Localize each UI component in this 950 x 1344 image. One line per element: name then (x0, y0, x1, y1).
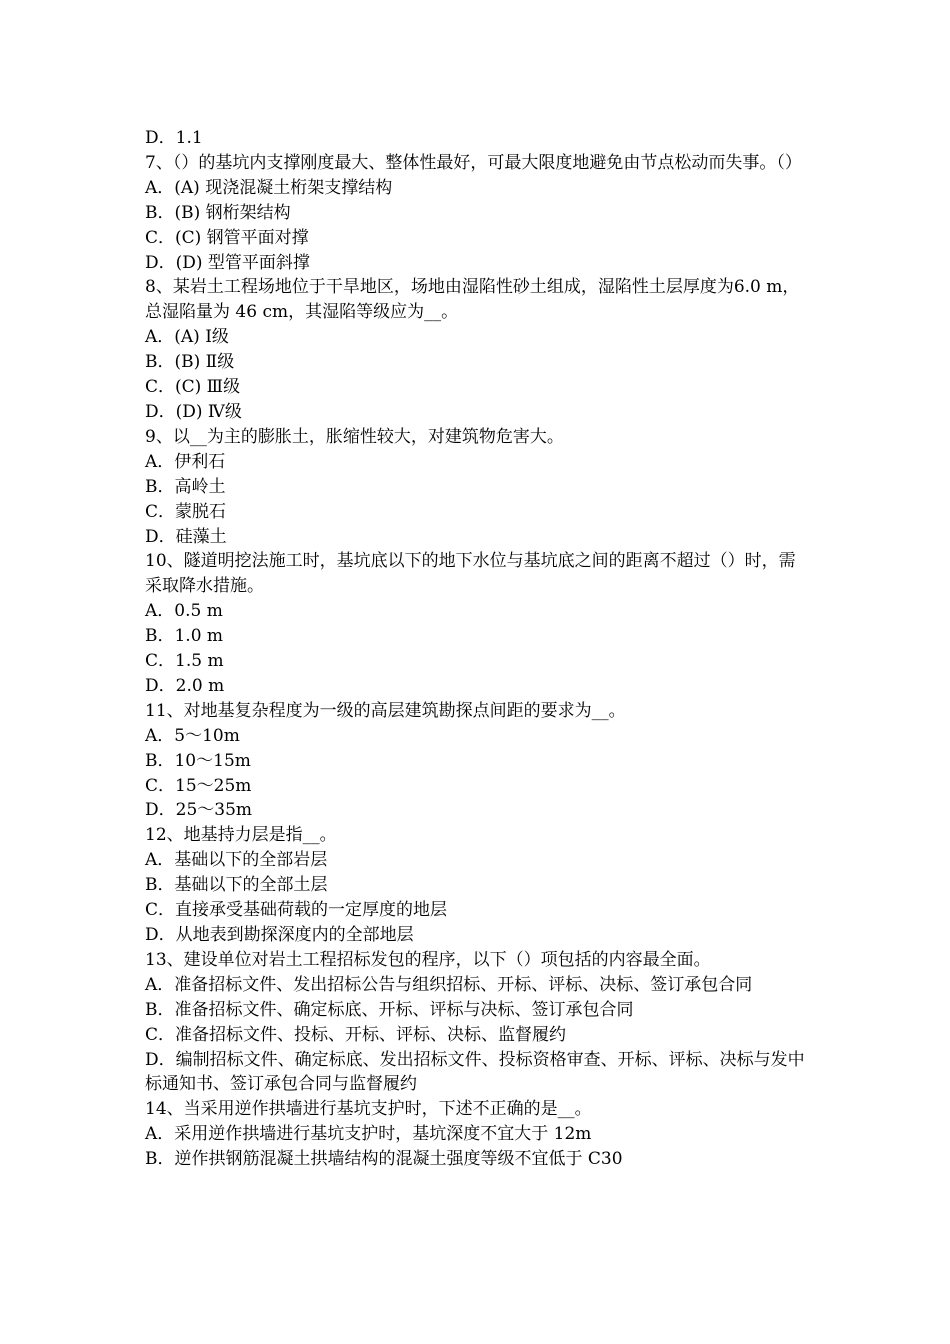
option-line: A．基础以下的全部岩层 (145, 850, 328, 871)
option-line: B．(B) 钢桁架结构 (145, 202, 291, 223)
question-line: 8、某岩土工程场地位于干旱地区，场地由湿陷性砂土组成，湿陷性土层厚度为6.0 m，总湿陷量为 46 cm，其湿陷等级应为__。 (145, 277, 800, 323)
question-line: 12、地基持力层是指__。 (145, 825, 337, 846)
option-line: A．采用逆作拱墙进行基坑支护时，基坑深度不宜大于 12m (145, 1124, 592, 1145)
question-line: 7、（）的基坑内支撑刚度最大、整体性最好，可最大限度地避免由节点松动而失事。（） (145, 152, 802, 173)
option-line: B．10～15m (145, 750, 251, 771)
option-line: A．0.5 m (145, 601, 223, 622)
option-line: A．(A) Ⅰ级 (145, 327, 229, 348)
question-line: 10、隧道明挖法施工时，基坑底以下的地下水位与基坑底之间的距离不超过（）时，需采取降水措施。 (145, 551, 796, 597)
option-line: D．从地表到勘探深度内的全部地层 (145, 925, 414, 945)
option-line: A．伊利石 (145, 451, 226, 472)
option-line: C．直接承受基础荷载的一定厚度的地层 (145, 900, 448, 921)
option-line: B．逆作拱钢筋混凝土拱墙结构的混凝土强度等级不宜低于 C30 (145, 1149, 623, 1170)
option-line: C．15～25m (145, 775, 252, 796)
option-line: D．1.1 (145, 128, 203, 148)
option-line: D．(D) Ⅳ级 (145, 401, 242, 422)
option-line: A．5～10m (145, 725, 240, 746)
option-line: B．准备招标文件、确定标底、开标、评标与决标、签订承包合同 (145, 999, 634, 1020)
option-line: C．蒙脱石 (145, 501, 227, 522)
question-line: 11、对地基复杂程度为一级的高层建筑勘探点间距的要求为__。 (145, 700, 626, 721)
document-body (145, 126, 810, 1172)
question-line: 13、建设单位对岩土工程招标发包的程序，以下（）项包括的内容最全面。 (145, 949, 711, 970)
option-line: B．高岭土 (145, 476, 226, 497)
option-line: C．(C) Ⅲ级 (145, 377, 241, 398)
option-line: B．基础以下的全部土层 (145, 875, 328, 896)
option-line: C．1.5 m (145, 651, 224, 672)
option-line: D．硅藻土 (145, 526, 227, 547)
option-line: A．准备招标文件、发出招标公告与组织招标、开标、评标、决标、签订承包合同 (145, 974, 753, 995)
question-line: 14、当采用逆作拱墙进行基坑支护时，下述不正确的是__。 (145, 1099, 592, 1120)
option-line: C．(C) 钢管平面对撑 (145, 227, 309, 248)
question-line: 9、以__为主的膨胀土，胀缩性较大，对建筑物危害大。 (145, 426, 564, 447)
option-line: C．准备招标文件、投标、开标、评标、决标、监督履约 (145, 1024, 567, 1045)
option-line: D．2.0 m (145, 675, 225, 696)
option-line: B．(B) Ⅱ级 (145, 352, 235, 373)
option-line: D．编制招标文件、确定标底、发出招标文件、投标资格审查、开标、评标、决标与发中标通知书、签订承包合同与监督履约 (145, 1049, 805, 1095)
option-line: D．25～35m (145, 800, 253, 821)
option-line: D．(D) 型管平面斜撑 (145, 252, 310, 273)
option-line: A．(A) 现浇混凝土桁架支撑结构 (145, 177, 393, 198)
option-line: B．1.0 m (145, 626, 224, 647)
